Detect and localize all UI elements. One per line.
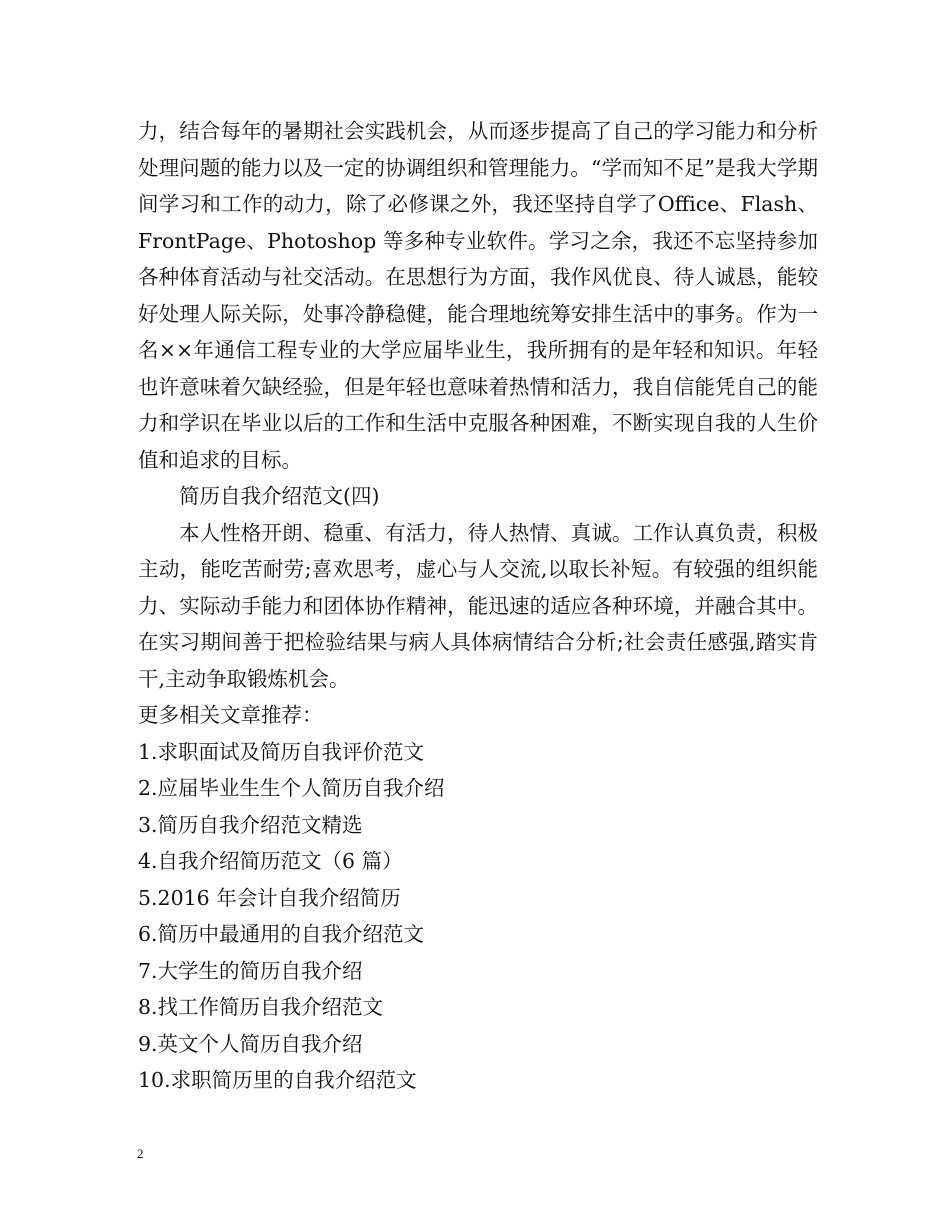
related-article-item: 1.求职面试及简历自我评价范文 bbox=[138, 739, 425, 764]
related-article-item: 7.大学生的简历自我介绍 bbox=[138, 958, 363, 983]
continued-paragraph: 力，结合每年的暑期社会实践机会，从而逐步提高了自己的学习能力和分析处理问题的能力以及一定的协调组织和管理能力。“学而知不足”是我大学期间学习和工作的动力，除了必修课之外，我还坚持自学了Office、Flash、FrontPage、Photoshop 等多种专业软件。学习之余，我还不忘坚持参加各种体育活动与社交活动。在思想行为方面，我作风优良、待人诚恳，能较好处理人际关际，处事冷静稳健，能合理地统筹安排生活中的事务。作为一名××年通信工程专业的大学应届毕业生，我所拥有的是年轻和知识。年轻也许意味着欠缺经验，但是年轻也意味着热情和活力，我自信能凭自己的能力和学识在毕业以后的工作和生活中克服各种困难，不断实现自我的人生价值和追求的目标。 bbox=[138, 119, 818, 472]
related-articles-list bbox=[138, 734, 818, 1099]
related-article-item: 8.找工作简历自我介绍范文 bbox=[138, 995, 384, 1019]
paragraph-four: 本人性格开朗、稳重、有活力，待人热情、真诚。工作认真负责，积极主动，能吃苦耐劳;喜欢思考，虚心与人交流,以取长补短。有较强的组织能力、实际动手能力和团体协作精神，能迅速的适应各种环境，并融合其中。在实习期间善于把检验结果与病人具体病情结合分析;社会责任感强,踏实肯干,主动争取锻炼机会。 bbox=[138, 520, 818, 691]
related-article-item: 10.求职简历里的自我介绍范文 bbox=[138, 1068, 417, 1092]
related-articles-heading: 更多相关文章推荐： bbox=[138, 703, 323, 727]
related-article-item: 3.简历自我介绍范文精选 bbox=[138, 812, 363, 837]
related-article-item: 5.2016 年会计自我介绍简历 bbox=[138, 885, 401, 910]
related-article-item: 6.简历中最通用的自我介绍范文 bbox=[138, 922, 425, 946]
related-article-item: 9.英文个人简历自我介绍 bbox=[138, 1031, 363, 1056]
section-heading: 简历自我介绍范文(四) bbox=[179, 484, 380, 508]
page-number: 2 bbox=[137, 1146, 144, 1161]
related-article-item: 4.自我介绍简历范文（6 篇） bbox=[138, 849, 403, 873]
related-article-item: 2.应届毕业生生个人简历自我介绍 bbox=[138, 776, 445, 800]
document-body bbox=[138, 113, 818, 1099]
